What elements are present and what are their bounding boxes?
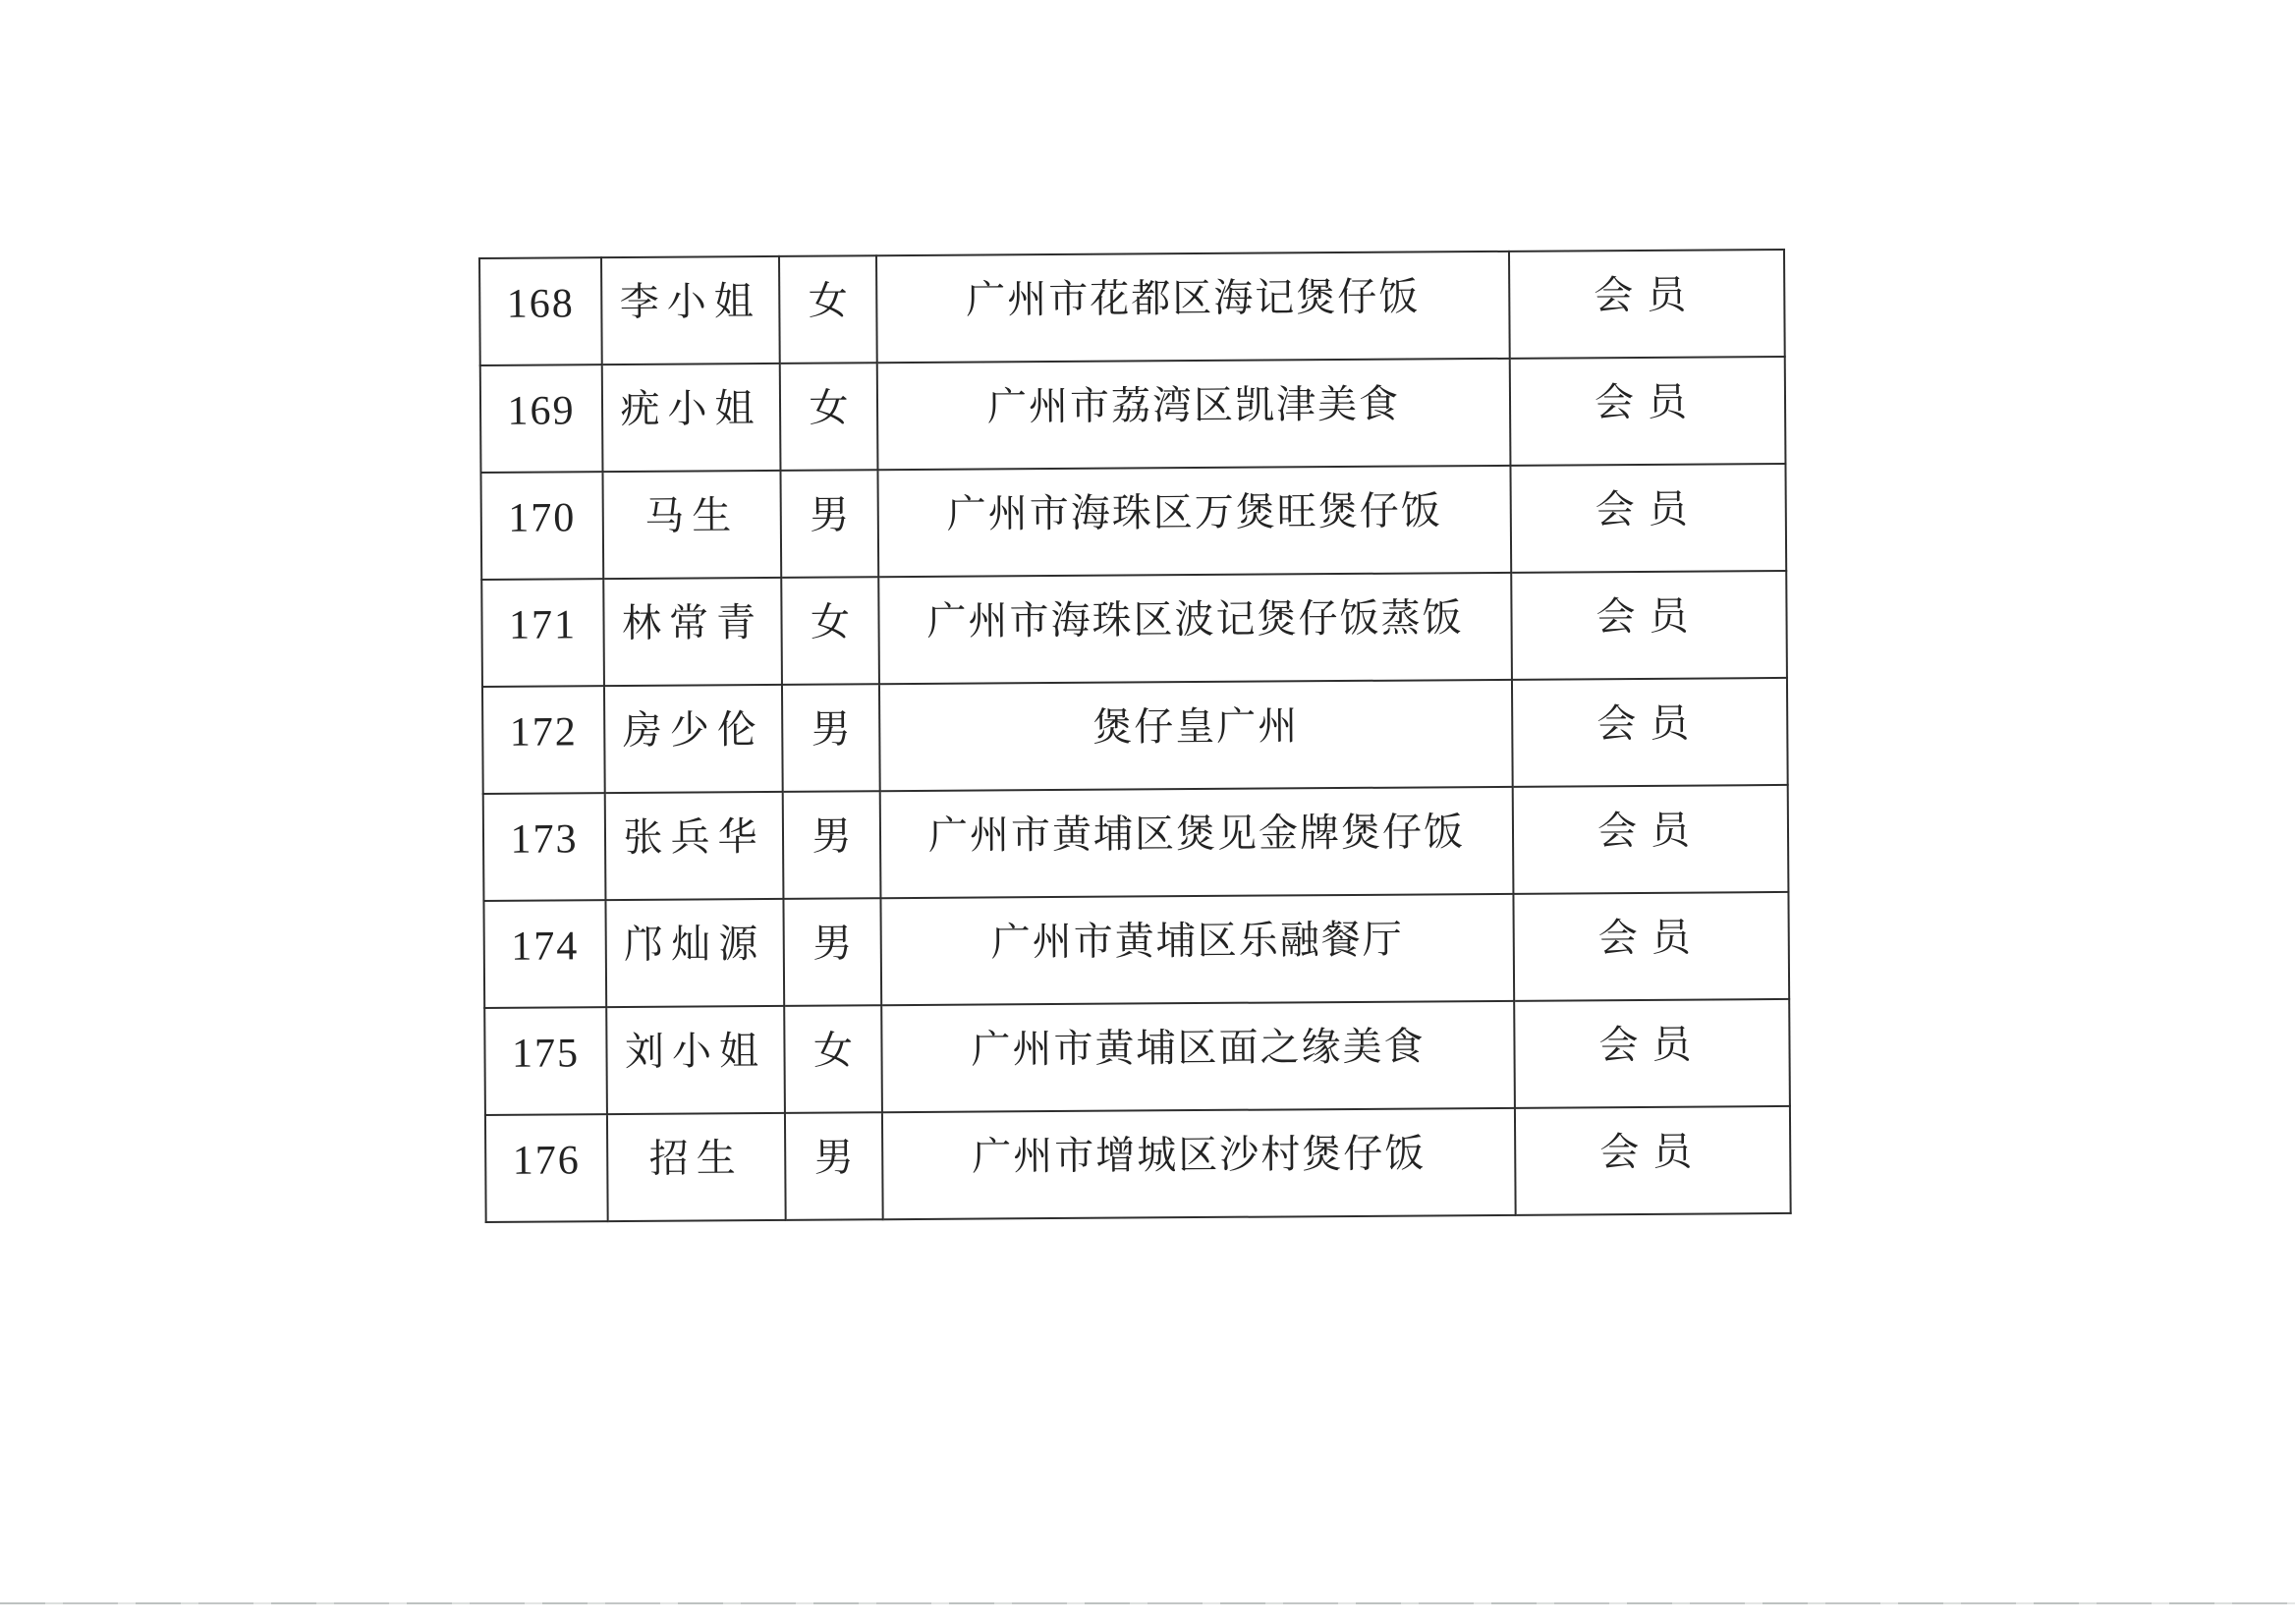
cell-membership: 会员	[1513, 892, 1789, 1001]
cell-member-name: 林常青	[603, 578, 782, 686]
cell-member-name: 马生	[602, 471, 781, 579]
table-row	[481, 571, 1787, 687]
cell-organization: 广州市海珠区万煲旺煲仔饭	[877, 466, 1511, 577]
table-row	[480, 464, 1786, 580]
cell-organization: 煲仔皇广州	[879, 680, 1513, 791]
table-row	[482, 678, 1788, 794]
cell-membership: 会员	[1510, 464, 1786, 573]
table-row	[483, 892, 1789, 1008]
table-row	[479, 250, 1785, 365]
cell-gender: 女	[779, 255, 877, 364]
cell-serial-number: 173	[483, 793, 606, 901]
table-row	[483, 785, 1789, 901]
cell-gender: 女	[780, 363, 878, 471]
cell-gender: 男	[783, 791, 881, 899]
cell-gender: 男	[783, 898, 881, 1006]
cell-serial-number: 168	[479, 257, 602, 365]
cell-membership: 会员	[1510, 357, 1786, 466]
table-row	[480, 357, 1786, 473]
cell-serial-number: 172	[482, 686, 605, 794]
cell-organization: 广州市黄埔区煲见金牌煲仔饭	[880, 787, 1514, 898]
cell-member-name: 张兵华	[605, 792, 784, 900]
cell-gender: 女	[781, 577, 879, 685]
cell-membership: 会员	[1511, 571, 1787, 680]
cell-membership: 会员	[1514, 999, 1790, 1108]
membership-table	[478, 249, 1792, 1223]
cell-organization: 广州市花都区海记煲仔饭	[876, 252, 1510, 363]
cell-member-name: 邝灿源	[605, 899, 784, 1007]
cell-organization: 广州市黄埔区面之缘美食	[881, 1001, 1515, 1112]
cell-member-name: 房少伦	[604, 685, 783, 793]
cell-serial-number: 175	[484, 1007, 607, 1115]
cell-membership: 会员	[1512, 678, 1788, 787]
cell-member-name: 招生	[607, 1113, 786, 1221]
cell-member-name: 疣小姐	[602, 364, 781, 472]
scan-edge-artifact	[0, 1602, 2295, 1604]
table-body	[479, 250, 1791, 1222]
table-row	[484, 999, 1790, 1115]
cell-member-name: 刘小姐	[606, 1006, 785, 1114]
table-row	[485, 1106, 1791, 1222]
cell-member-name: 李小姐	[601, 256, 780, 364]
cell-gender: 女	[784, 1005, 882, 1113]
cell-gender: 男	[785, 1112, 883, 1220]
cell-gender: 男	[780, 470, 878, 578]
cell-serial-number: 174	[483, 900, 606, 1008]
cell-organization: 广州市荔湾区凯津美食	[877, 359, 1511, 470]
cell-serial-number: 176	[485, 1114, 608, 1222]
cell-serial-number: 170	[480, 472, 603, 580]
cell-membership: 会员	[1513, 785, 1789, 894]
cell-organization: 广州市黄埔区乐融餐厅	[880, 894, 1514, 1005]
cell-serial-number: 171	[481, 579, 604, 687]
cell-gender: 男	[782, 684, 880, 792]
cell-membership: 会员	[1515, 1106, 1791, 1215]
cell-organization: 广州市海珠区波记煲仔饭蒸饭	[878, 573, 1512, 684]
cell-organization: 广州市增城区沙村煲仔饭	[882, 1108, 1516, 1219]
cell-serial-number: 169	[480, 364, 603, 473]
cell-membership: 会员	[1509, 250, 1785, 359]
